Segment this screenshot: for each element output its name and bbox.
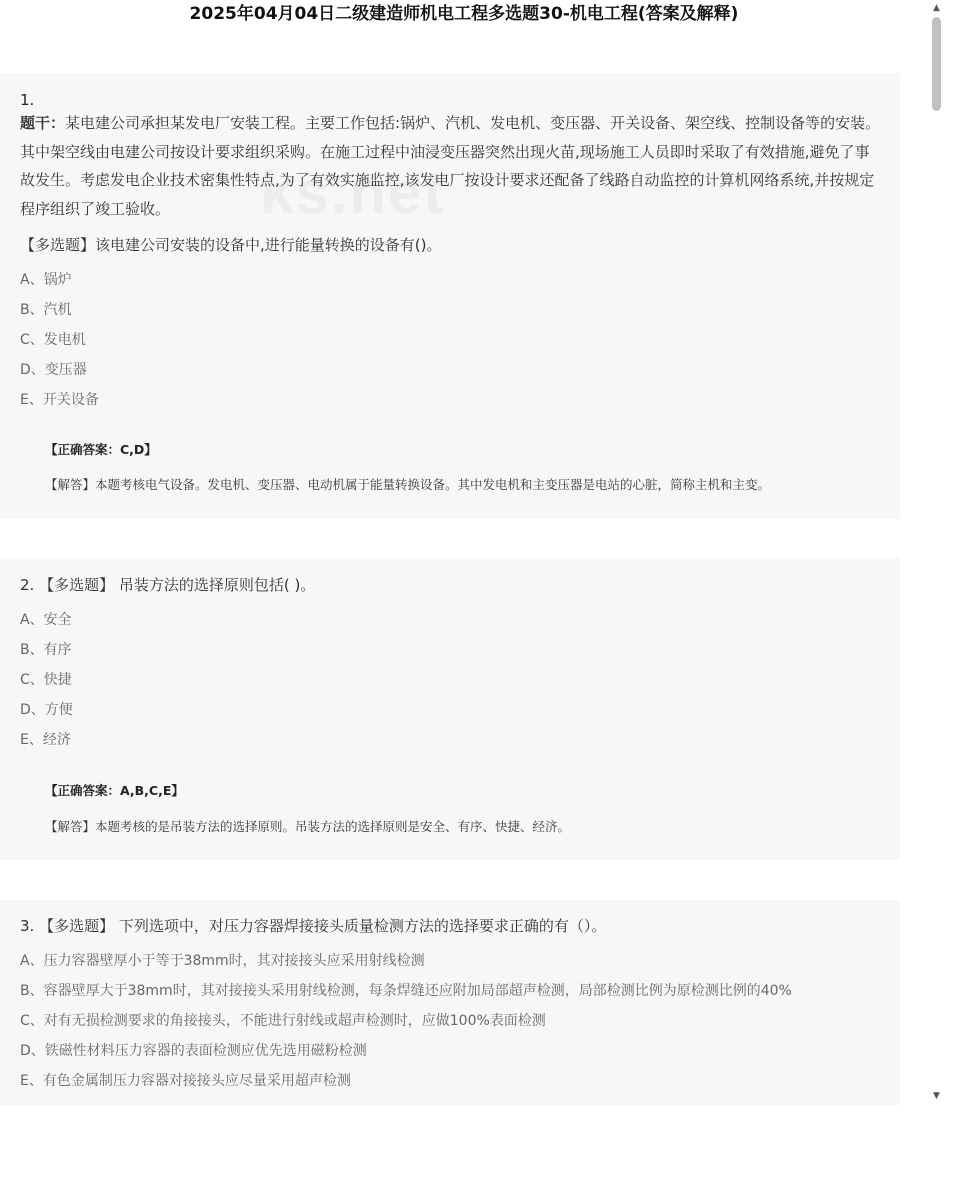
page-title: 2025年04月04日二级建造师机电工程多选题30-机电工程(答案及解释) [189, 4, 739, 24]
question-card-1 [0, 73, 900, 519]
scroll-down-arrow-icon[interactable]: ▼ [933, 1091, 940, 1101]
option-a: A、压力容器壁厚小于等于38mm时，其对接接头应采用射线检测 [20, 953, 425, 969]
answer-analysis: 【解答】本题考核电气设备。发电机、变压器、电动机属于能量转换设备。其中发电机和主变压器是电站的心脏，简称主机和主变。 [45, 477, 771, 492]
question-header [20, 914, 606, 938]
scroll-up-arrow-icon[interactable]: ▲ [933, 3, 940, 13]
option-c: C、发电机 [20, 332, 86, 348]
option-c: C、对有无损检测要求的角接接头，不能进行射线或超声检测时，应做100%表面检测 [20, 1013, 546, 1029]
question-card-3 [0, 900, 900, 1105]
option-b: B、汽机 [20, 302, 72, 318]
option-list [20, 265, 99, 415]
option-e: E、经济 [20, 732, 71, 748]
question-stem [20, 109, 882, 223]
option-c: C、快捷 [20, 672, 72, 688]
option-a: A、锅炉 [20, 272, 72, 288]
scroll-thumb[interactable] [932, 17, 941, 111]
answer-analysis: 【解答】本题考核的是吊装方法的选择原则。吊装方法的选择原则是安全、有序、快捷、经济。 [45, 819, 571, 834]
question-header [20, 573, 315, 597]
option-b: B、有序 [20, 642, 72, 658]
question-number: 3. [20, 917, 35, 935]
option-list [20, 946, 792, 1096]
option-list [20, 605, 73, 755]
correct-answer: 【正确答案：C,D】 [45, 442, 157, 457]
correct-answer: 【正确答案：A,B,C,E】 [45, 783, 184, 798]
question-text: 【多选题】该电建公司安装的设备中,进行能量转换的设备有()。 [20, 236, 442, 254]
question-text: 【多选题】 吊装方法的选择原则包括( )。 [39, 576, 316, 594]
option-e: E、开关设备 [20, 392, 99, 408]
option-b: B、容器壁厚大于38mm时，其对接接头采用射线检测，每条焊缝还应附加局部超声检测，局部检测比例为原检测比例的40% [20, 983, 792, 999]
option-d: D、变压器 [20, 362, 87, 378]
option-a: A、安全 [20, 612, 72, 628]
question-number: 1. [20, 91, 35, 109]
vertical-scrollbar[interactable] [928, 0, 945, 1105]
option-e: E、有色金属制压力容器对接接头应尽量采用超声检测 [20, 1073, 351, 1089]
option-d: D、方便 [20, 702, 73, 718]
stem-text: 某电建公司承担某发电厂安装工程。主要工作包括:锅炉、汽机、发电机、变压器、开关设备、架空线、控制设备等的安装。其中架空线由电建公司按设计要求组织采购。在施工过程中油浸变压器突然出现火苗,现场施工人员即时采取了有效措施,避免了事故发生。考虑发电企业技术密集性特点,为了有效实施监控,该发电厂按设计要求还配备了线路自动监控的计算机网络系统,并按规定程序组织了竣工验收。 [20, 114, 881, 218]
question-card-2 [0, 558, 900, 860]
stem-label: 题干： [20, 114, 66, 132]
option-d: D、铁磁性材料压力容器的表面检测应优先选用磁粉检测 [20, 1043, 367, 1059]
question-text: 【多选题】 下列选项中，对压力容器焊接接头质量检测方法的选择要求正确的有（）。 [39, 917, 607, 935]
question-number: 2. [20, 576, 35, 594]
